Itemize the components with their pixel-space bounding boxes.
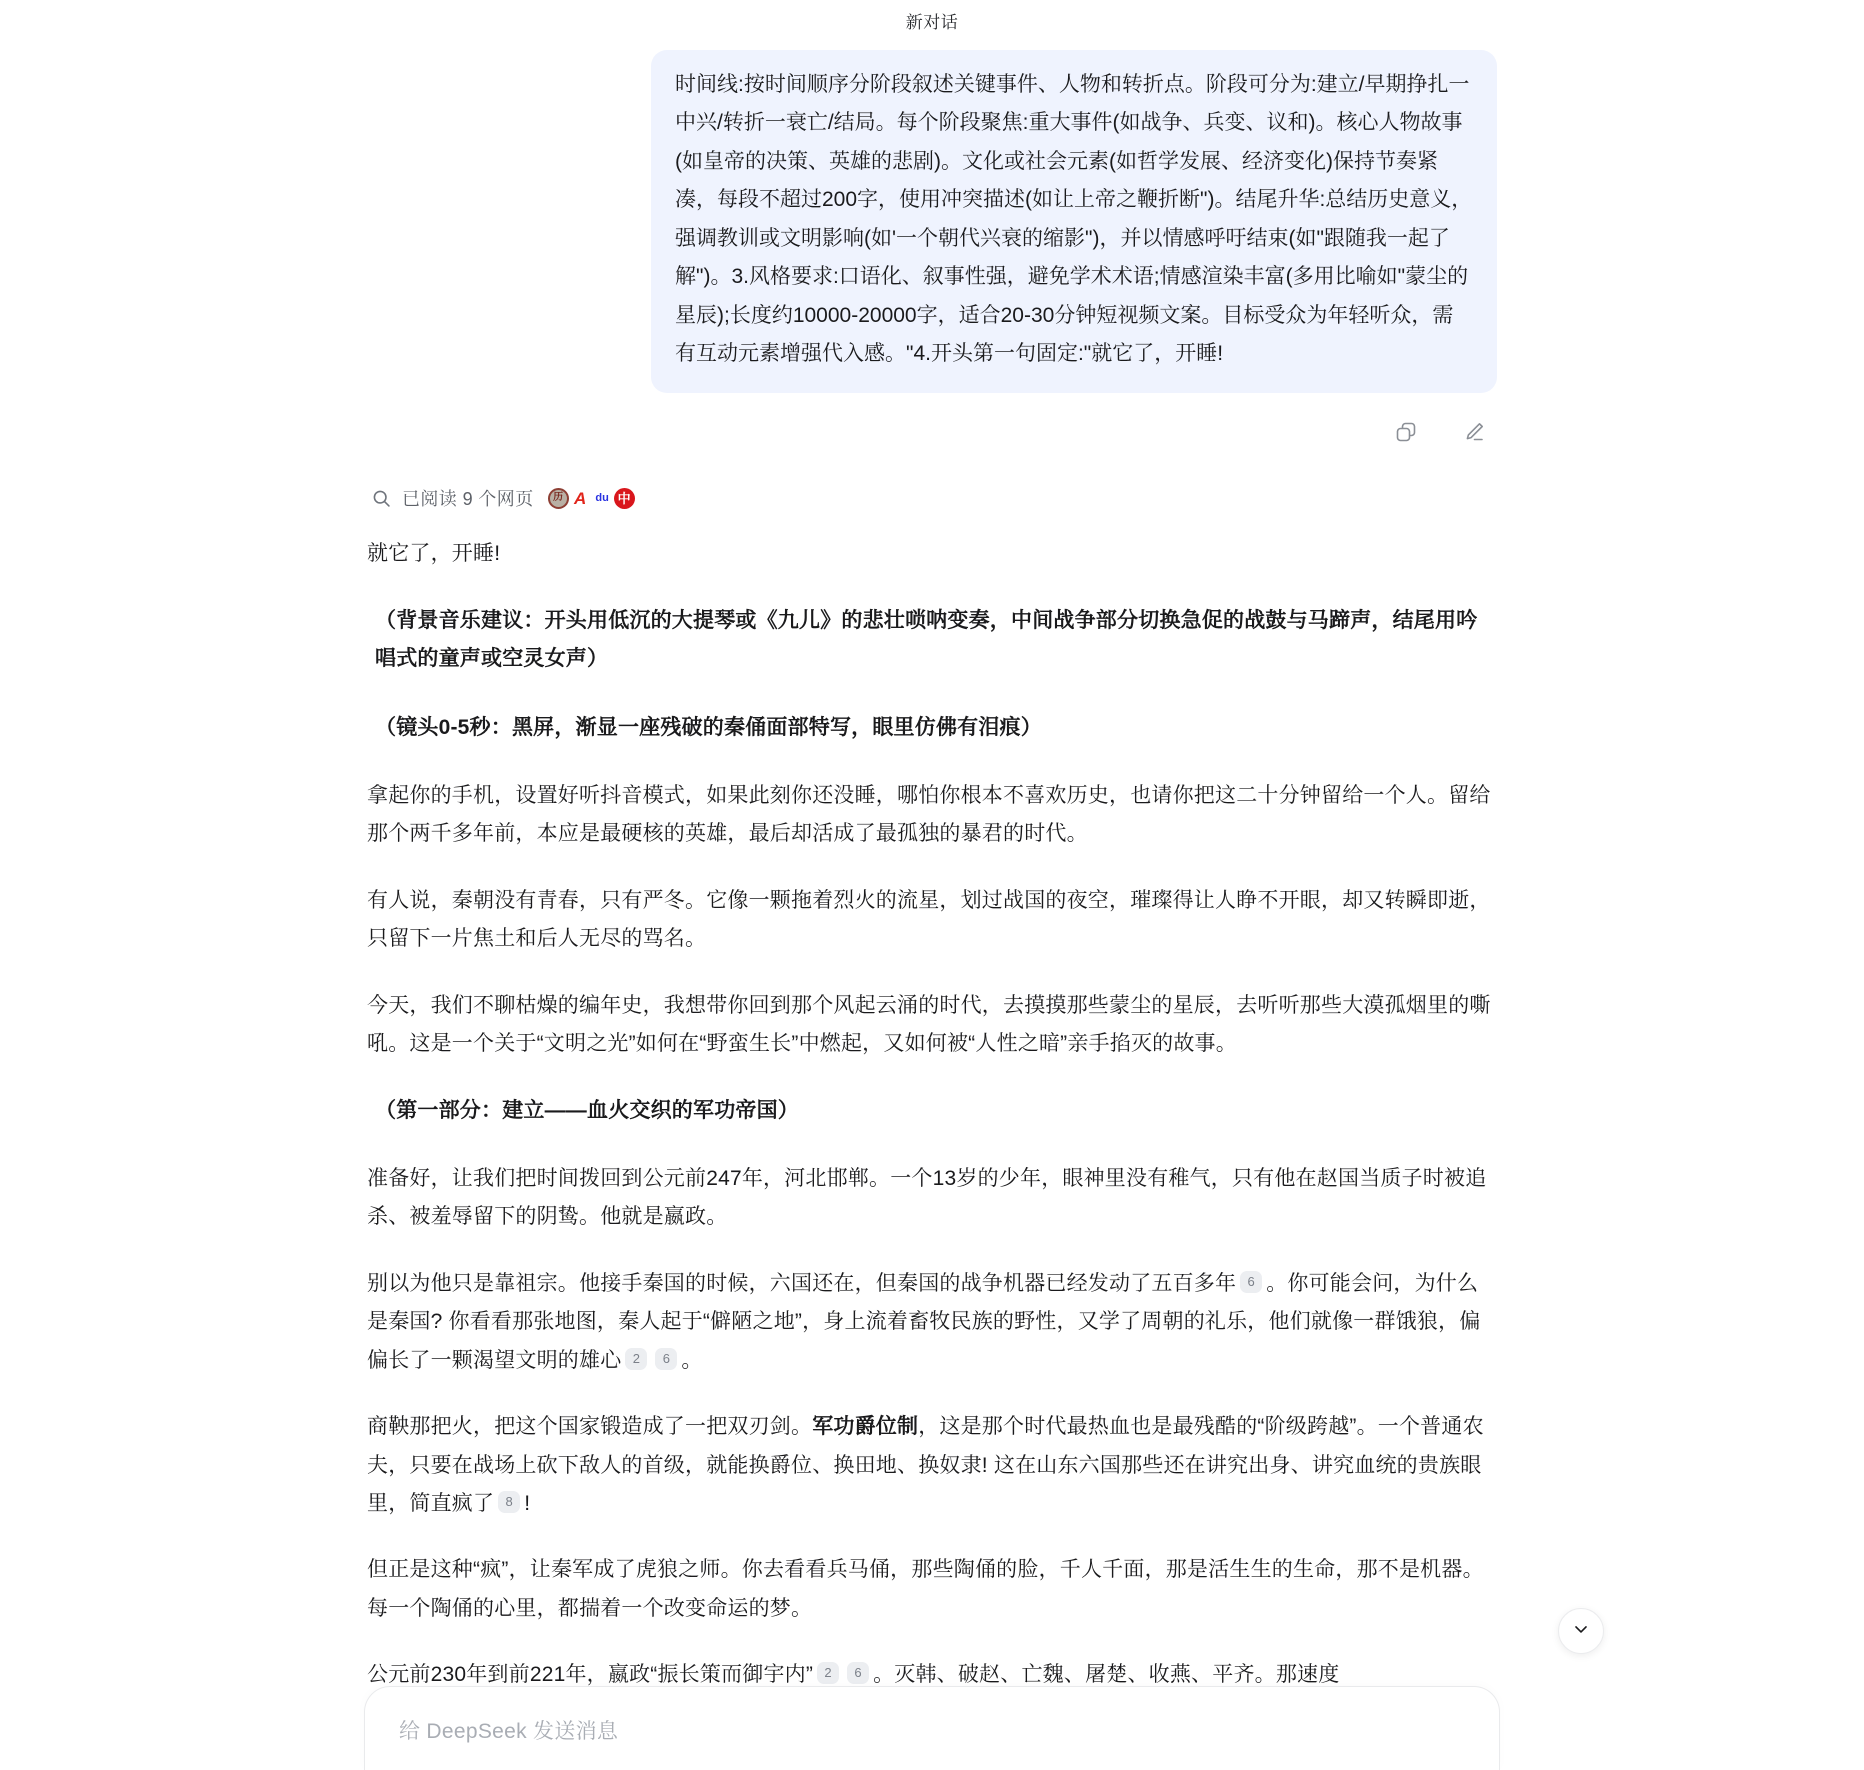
user-message-row (367, 50, 1497, 393)
assistant-paragraph: 拿起你的手机，设置好听抖音模式，如果此刻你还没睡，哪怕你根本不喜欢历史，也请你把这二十分钟留给一个人。留给那个两千多年前，本应是最硬核的英雄，最后却活成了最孤独的暴君的时代。 (367, 784, 1491, 846)
assistant-paragraph: 有人说，秦朝没有青春，只有严冬。它像一颗拖着烈火的流星，划过战国的夜空，璀璨得让人睁不开眼，却又转瞬即逝，只留下一片焦土和后人无尽的骂名。 (367, 888, 1491, 951)
assistant-paragraph-cited: 公元前230年到前221年，嬴政“振长策而御宇内” 2 6 。灭韩、破赵、亡魏、屠楚、收燕、平齐。那速度 (367, 1663, 1340, 1687)
favicon-site-4[interactable]: 中 (614, 488, 635, 509)
edit-message-button[interactable] (1459, 417, 1489, 447)
edit-pencil-icon (1462, 420, 1486, 444)
assistant-paragraph-cited: 别以为他只是靠祖宗。他接手秦国的时候，六国还在，但秦国的战争机器已经发动了五百多年 6 。你可能会问，为什么是秦国? 你看看那张地图，秦人起于“僻陋之地”，身上流着畜牧民族的野性，又学了周朝的礼乐，他们就像一群饿狼，偏偏长了一颗渴望文明的雄心 2 6 。 (367, 1271, 1481, 1372)
page-title: 新对话 (905, 12, 959, 32)
chat-header (0, 0, 1864, 40)
copy-message-button[interactable] (1391, 417, 1421, 447)
assistant-paragraph-cited: 商鞅那把火，把这个国家锻造成了一把双刃剑。军功爵位制，这是那个时代最热血也是最残酷的“阶级跨越”。一个普通农夫，只要在战场上砍下敌人的首级，就能换爵位、换田地、换奴隶! 这在山东六国那些还在讲究出身、讲究血统的贵族眼里，简直疯了 8 ! (367, 1415, 1484, 1515)
favicon-site-2[interactable]: A (570, 488, 591, 509)
assistant-paragraph: 准备好，让我们把时间拨回到公元前247年，河北邯郸。一个13岁的少年，眼神里没有稚气，只有他在赵国当质子时被追杀、被羞辱留下的阴鸷。他就是嬴政。 (367, 1167, 1487, 1229)
web-search-status[interactable] (371, 483, 1497, 513)
citation-badge[interactable]: 6 (655, 1348, 677, 1370)
message-composer[interactable] (364, 1686, 1500, 1770)
assistant-heading-bgm: （背景音乐建议：开头用低沉的大提琴或《九儿》的悲壮唢呐变奏，中间战争部分切换急促的战鼓与马蹄声，结尾用吟唱式的童声或空灵女声） (375, 608, 1478, 671)
web-search-status-label: 已阅读 9 个网页 (402, 489, 534, 510)
assistant-heading-part-one: （第一部分：建立——血火交织的军功帝国） (375, 1098, 799, 1122)
message-input-placeholder[interactable]: 给 DeepSeek 发送消息 (399, 1720, 619, 1743)
favicon-site-3[interactable]: du (592, 488, 613, 509)
copy-icon (1394, 420, 1418, 444)
chevron-down-icon (1571, 1619, 1591, 1644)
citation-badge[interactable]: 6 (847, 1662, 869, 1684)
message-thread (367, 40, 1497, 1695)
citation-badge[interactable]: 2 (817, 1662, 839, 1684)
citation-badge[interactable]: 2 (625, 1348, 647, 1370)
user-message-bubble: 时间线:按时间顺序分阶段叙述关键事件、人物和转折点。阶段可分为:建立/早期挣扎一中兴/转折一衰亡/结局。每个阶段聚焦:重大事件(如战争、兵变、议和)。核心人物故事(如皇帝的决策、英雄的悲剧)。文化或社会元素(如哲学发展、经济变化)保持节奏紧凑，每段不超过200字，使用冲突描述(如让上帝之鞭折断")。结尾升华:总结历史意义，强调教训或文明影响(如'一个朝代兴衰的缩影")，并以情感呼吁结束(如"跟随我一起了解")。3.风格要求:口语化、叙事性强，避免学术术语;情感渲染丰富(多用比喻如"蒙尘的星辰);长度约10000-20000字，适合20-30分钟短视频文案。目标受众为年轻听众，需有互动元素增强代入感。"4.开头第一句固定:"就它了，开睡! (651, 50, 1497, 393)
assistant-paragraph: 就它了，开睡! (367, 542, 501, 566)
search-icon (371, 488, 392, 509)
assistant-message (367, 535, 1497, 1694)
assistant-paragraph: 今天，我们不聊枯燥的编年史，我想带你回到那个风起云涌的时代，去摸摸那些蒙尘的星辰，去听听那些大漠孤烟里的嘶吼。这是一个关于“文明之光”如何在“野蛮生长”中燃起，又如何被“人性之暗”亲手掐灭的故事。 (367, 993, 1491, 1056)
user-message-actions (367, 415, 1497, 449)
emphasis-text: 军功爵位制 (812, 1415, 919, 1439)
assistant-paragraph-cited: 但正是这种“疯”，让秦军成了虎狼之师。你去看看兵马俑，那些陶俑的脸，千人千面，那是活生生的生命，那不是机器。每一个陶俑的心里，都揣着一个改变命运的梦。 (367, 1558, 1484, 1620)
assistant-heading-shot: （镜头0-5秒：黑屏，渐显一座残破的秦俑面部特写，眼里仿佛有泪痕） (375, 715, 1042, 739)
citation-badge[interactable]: 6 (1240, 1271, 1262, 1293)
scroll-to-bottom-button[interactable] (1558, 1608, 1604, 1654)
conversation-scroll-area[interactable] (0, 40, 1864, 1770)
source-favicons[interactable] (548, 488, 635, 509)
favicon-site-1[interactable]: 历 (548, 488, 569, 509)
citation-badge[interactable]: 8 (498, 1491, 520, 1513)
